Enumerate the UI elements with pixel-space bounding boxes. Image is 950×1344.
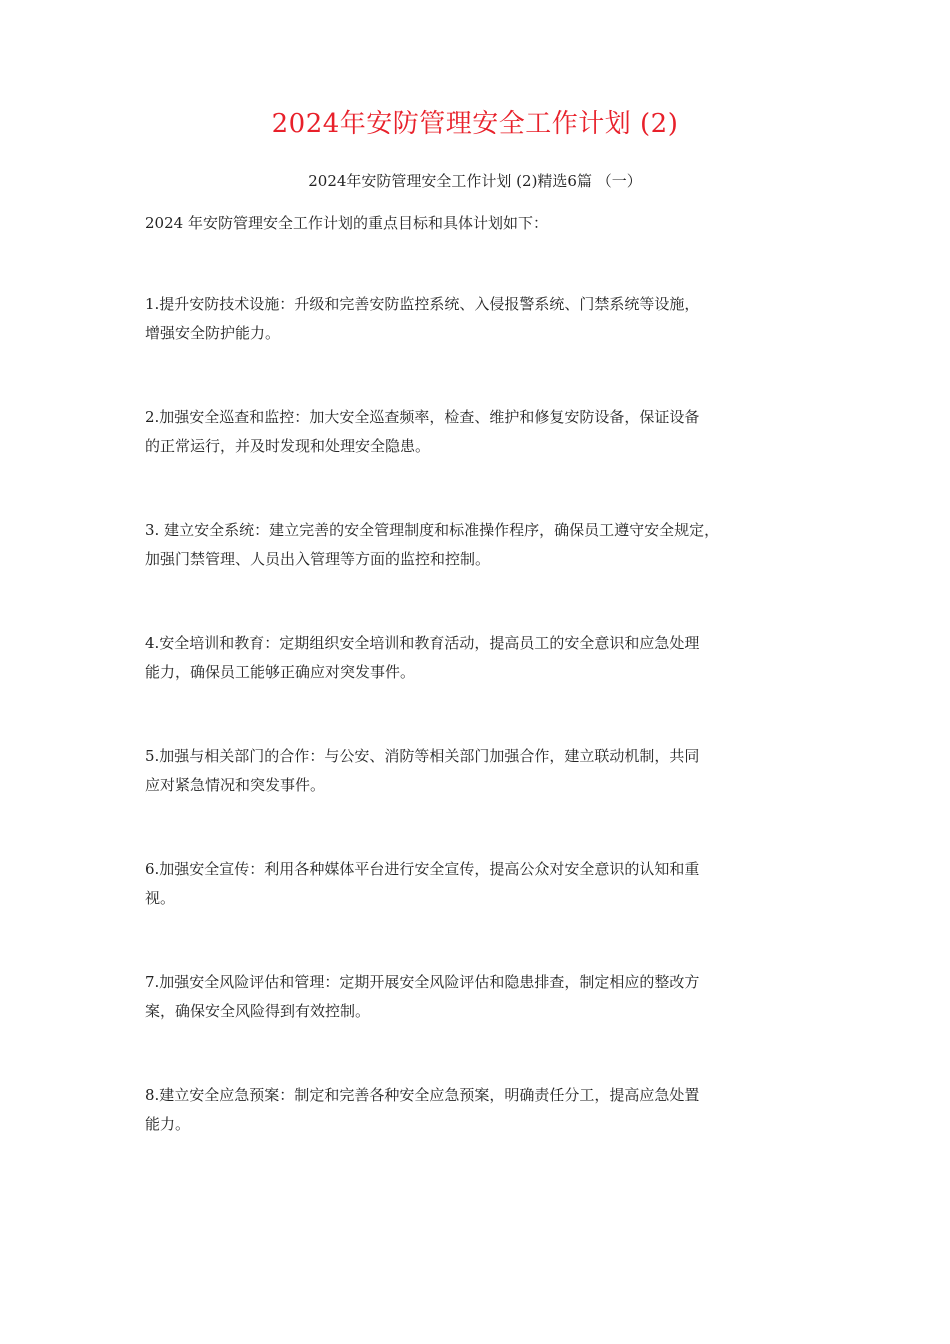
intro-paragraph: 2024 年安防管理安全工作计划的重点目标和具体计划如下： (145, 214, 548, 232)
plan-item-6: 6.加强安全宣传：利用各种媒体平台进行安全宣传，提高公众对安全意识的认知和重 视。 (145, 860, 700, 907)
plan-item-7: 7.加强安全风险评估和管理：定期开展安全风险评估和隐患排查，制定相应的整改方 案，确保安全风险得到有效控制。 (145, 973, 700, 1020)
plan-item-4: 4.安全培训和教育：定期组织安全培训和教育活动，提高员工的安全意识和应急处理 能力，确保员工能够正确应对突发事件。 (145, 634, 700, 681)
plan-item-3: 3. 建立安全系统：建立完善的安全管理制度和标准操作程序，确保员工遵守安全规定， 加强门禁管理、人员出入管理等方面的监控和控制。 (145, 521, 720, 568)
plan-item-2: 2.加强安全巡查和监控：加大安全巡查频率，检查、维护和修复安防设备，保证设备 的正常运行，并及时发现和处理安全隐患。 (145, 408, 700, 455)
plan-item-5: 5.加强与相关部门的合作：与公安、消防等相关部门加强合作，建立联动机制，共同 应对紧急情况和突发事件。 (145, 747, 700, 794)
document-subtitle: 2024年安防管理安全工作计划 (2)精选6篇 （一） (308, 172, 642, 190)
plan-item-1: 1.提升安防技术设施：升级和完善安防监控系统、入侵报警系统、门禁系统等设施， 增强安全防护能力。 (145, 295, 700, 342)
plan-item-8: 8.建立安全应急预案：制定和完善各种安全应急预案，明确责任分工，提高应急处置 能力。 (145, 1086, 700, 1133)
document-title: 2024年安防管理安全工作计划 (2) (271, 109, 679, 139)
